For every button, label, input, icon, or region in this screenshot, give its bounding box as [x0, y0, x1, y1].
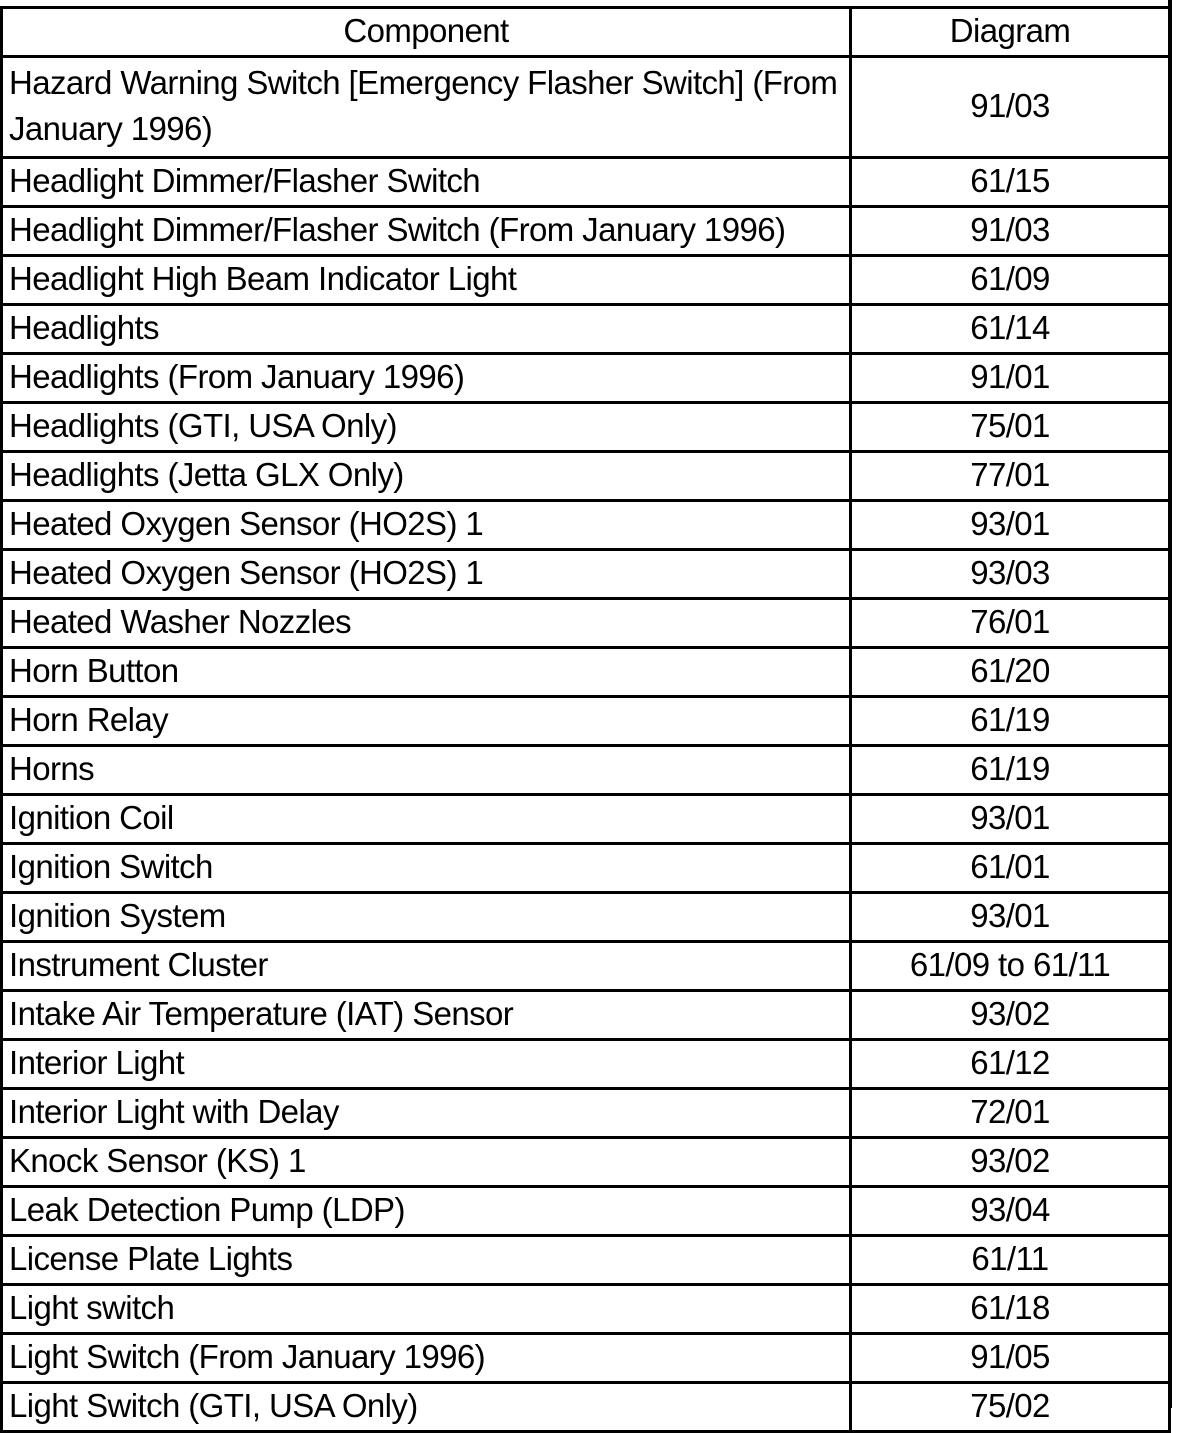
- table-row: [2, 1138, 1170, 1187]
- diagram-cell: 93/01: [851, 893, 1170, 942]
- component-cell: Horn Relay: [2, 697, 851, 746]
- table-row: [2, 207, 1170, 256]
- component-cell: Intake Air Temperature (IAT) Sensor: [2, 991, 851, 1040]
- component-cell: Headlight High Beam Indicator Light: [2, 256, 851, 305]
- diagram-cell: 76/01: [851, 599, 1170, 648]
- component-cell: Interior Light with Delay: [2, 1089, 851, 1138]
- component-cell: Light Switch (GTI, USA Only): [2, 1383, 851, 1432]
- component-cell: Horn Button: [2, 648, 851, 697]
- component-cell: Instrument Cluster: [2, 942, 851, 991]
- table-row: [2, 648, 1170, 697]
- component-cell: Headlight Dimmer/Flasher Switch: [2, 158, 851, 207]
- table-row: [2, 354, 1170, 403]
- table-row: [2, 452, 1170, 501]
- diagram-cell: 93/01: [851, 501, 1170, 550]
- table-row: [2, 1334, 1170, 1383]
- table-row: [2, 942, 1170, 991]
- diagram-cell: 93/03: [851, 550, 1170, 599]
- table-row: [2, 1236, 1170, 1285]
- table-row: [2, 1187, 1170, 1236]
- diagram-cell: 61/19: [851, 697, 1170, 746]
- table-row: [2, 550, 1170, 599]
- diagram-cell: 61/11: [851, 1236, 1170, 1285]
- column-header-diagram: Diagram: [851, 8, 1170, 57]
- diagram-cell: 61/18: [851, 1285, 1170, 1334]
- diagram-cell: 77/01: [851, 452, 1170, 501]
- component-cell: Interior Light: [2, 1040, 851, 1089]
- diagram-cell: 61/20: [851, 648, 1170, 697]
- table-row: [2, 844, 1170, 893]
- table-row: [2, 991, 1170, 1040]
- diagram-cell: 91/03: [851, 207, 1170, 256]
- component-cell: License Plate Lights: [2, 1236, 851, 1285]
- diagram-cell: 93/02: [851, 991, 1170, 1040]
- table-row: [2, 158, 1170, 207]
- diagram-cell: 61/01: [851, 844, 1170, 893]
- component-cell: Light switch: [2, 1285, 851, 1334]
- table-row: [2, 256, 1170, 305]
- component-cell: Ignition Switch: [2, 844, 851, 893]
- component-cell: Heated Oxygen Sensor (HO2S) 1: [2, 501, 851, 550]
- diagram-cell: 61/15: [851, 158, 1170, 207]
- table-row: [2, 746, 1170, 795]
- component-cell: Heated Washer Nozzles: [2, 599, 851, 648]
- diagram-cell: 61/09: [851, 256, 1170, 305]
- diagram-cell: 61/19: [851, 746, 1170, 795]
- diagram-cell: 75/01: [851, 403, 1170, 452]
- component-cell: Leak Detection Pump (LDP): [2, 1187, 851, 1236]
- table-row: [2, 697, 1170, 746]
- table-row: [2, 599, 1170, 648]
- diagram-cell: 61/14: [851, 305, 1170, 354]
- component-cell: Light Switch (From January 1996): [2, 1334, 851, 1383]
- component-cell: Hazard Warning Switch [Emergency Flasher Switch] (From January 1996): [2, 57, 851, 158]
- table-row: [2, 501, 1170, 550]
- diagram-cell: 91/03: [851, 57, 1170, 158]
- component-cell: Headlight Dimmer/Flasher Switch (From January 1996): [2, 207, 851, 256]
- table-header-row: [2, 8, 1170, 57]
- table-row: [2, 403, 1170, 452]
- component-cell: Heated Oxygen Sensor (HO2S) 1: [2, 550, 851, 599]
- component-cell: Knock Sensor (KS) 1: [2, 1138, 851, 1187]
- table-row: [2, 1285, 1170, 1334]
- component-cell: Headlights: [2, 305, 851, 354]
- diagram-cell: 75/02: [851, 1383, 1170, 1432]
- column-header-component: Component: [2, 8, 851, 57]
- diagram-cell: 91/01: [851, 354, 1170, 403]
- table-row: [2, 795, 1170, 844]
- table-body: [2, 57, 1170, 1432]
- diagram-cell: 93/02: [851, 1138, 1170, 1187]
- component-cell: Horns: [2, 746, 851, 795]
- table-row: [2, 893, 1170, 942]
- component-table-container: [0, 6, 1171, 1433]
- component-cell: Headlights (Jetta GLX Only): [2, 452, 851, 501]
- table-row: [2, 1089, 1170, 1138]
- diagram-cell: 93/04: [851, 1187, 1170, 1236]
- table-row: [2, 1383, 1170, 1432]
- diagram-cell: 91/05: [851, 1334, 1170, 1383]
- component-cell: Ignition System: [2, 893, 851, 942]
- component-cell: Headlights (GTI, USA Only): [2, 403, 851, 452]
- table-row: [2, 305, 1170, 354]
- diagram-cell: 72/01: [851, 1089, 1170, 1138]
- table-row: [2, 57, 1170, 158]
- component-diagram-table: [0, 6, 1171, 1433]
- component-cell: Ignition Coil: [2, 795, 851, 844]
- component-cell: Headlights (From January 1996): [2, 354, 851, 403]
- diagram-cell: 61/09 to 61/11: [851, 942, 1170, 991]
- diagram-cell: 61/12: [851, 1040, 1170, 1089]
- diagram-cell: 93/01: [851, 795, 1170, 844]
- page-right-border: [1168, 0, 1172, 1408]
- table-row: [2, 1040, 1170, 1089]
